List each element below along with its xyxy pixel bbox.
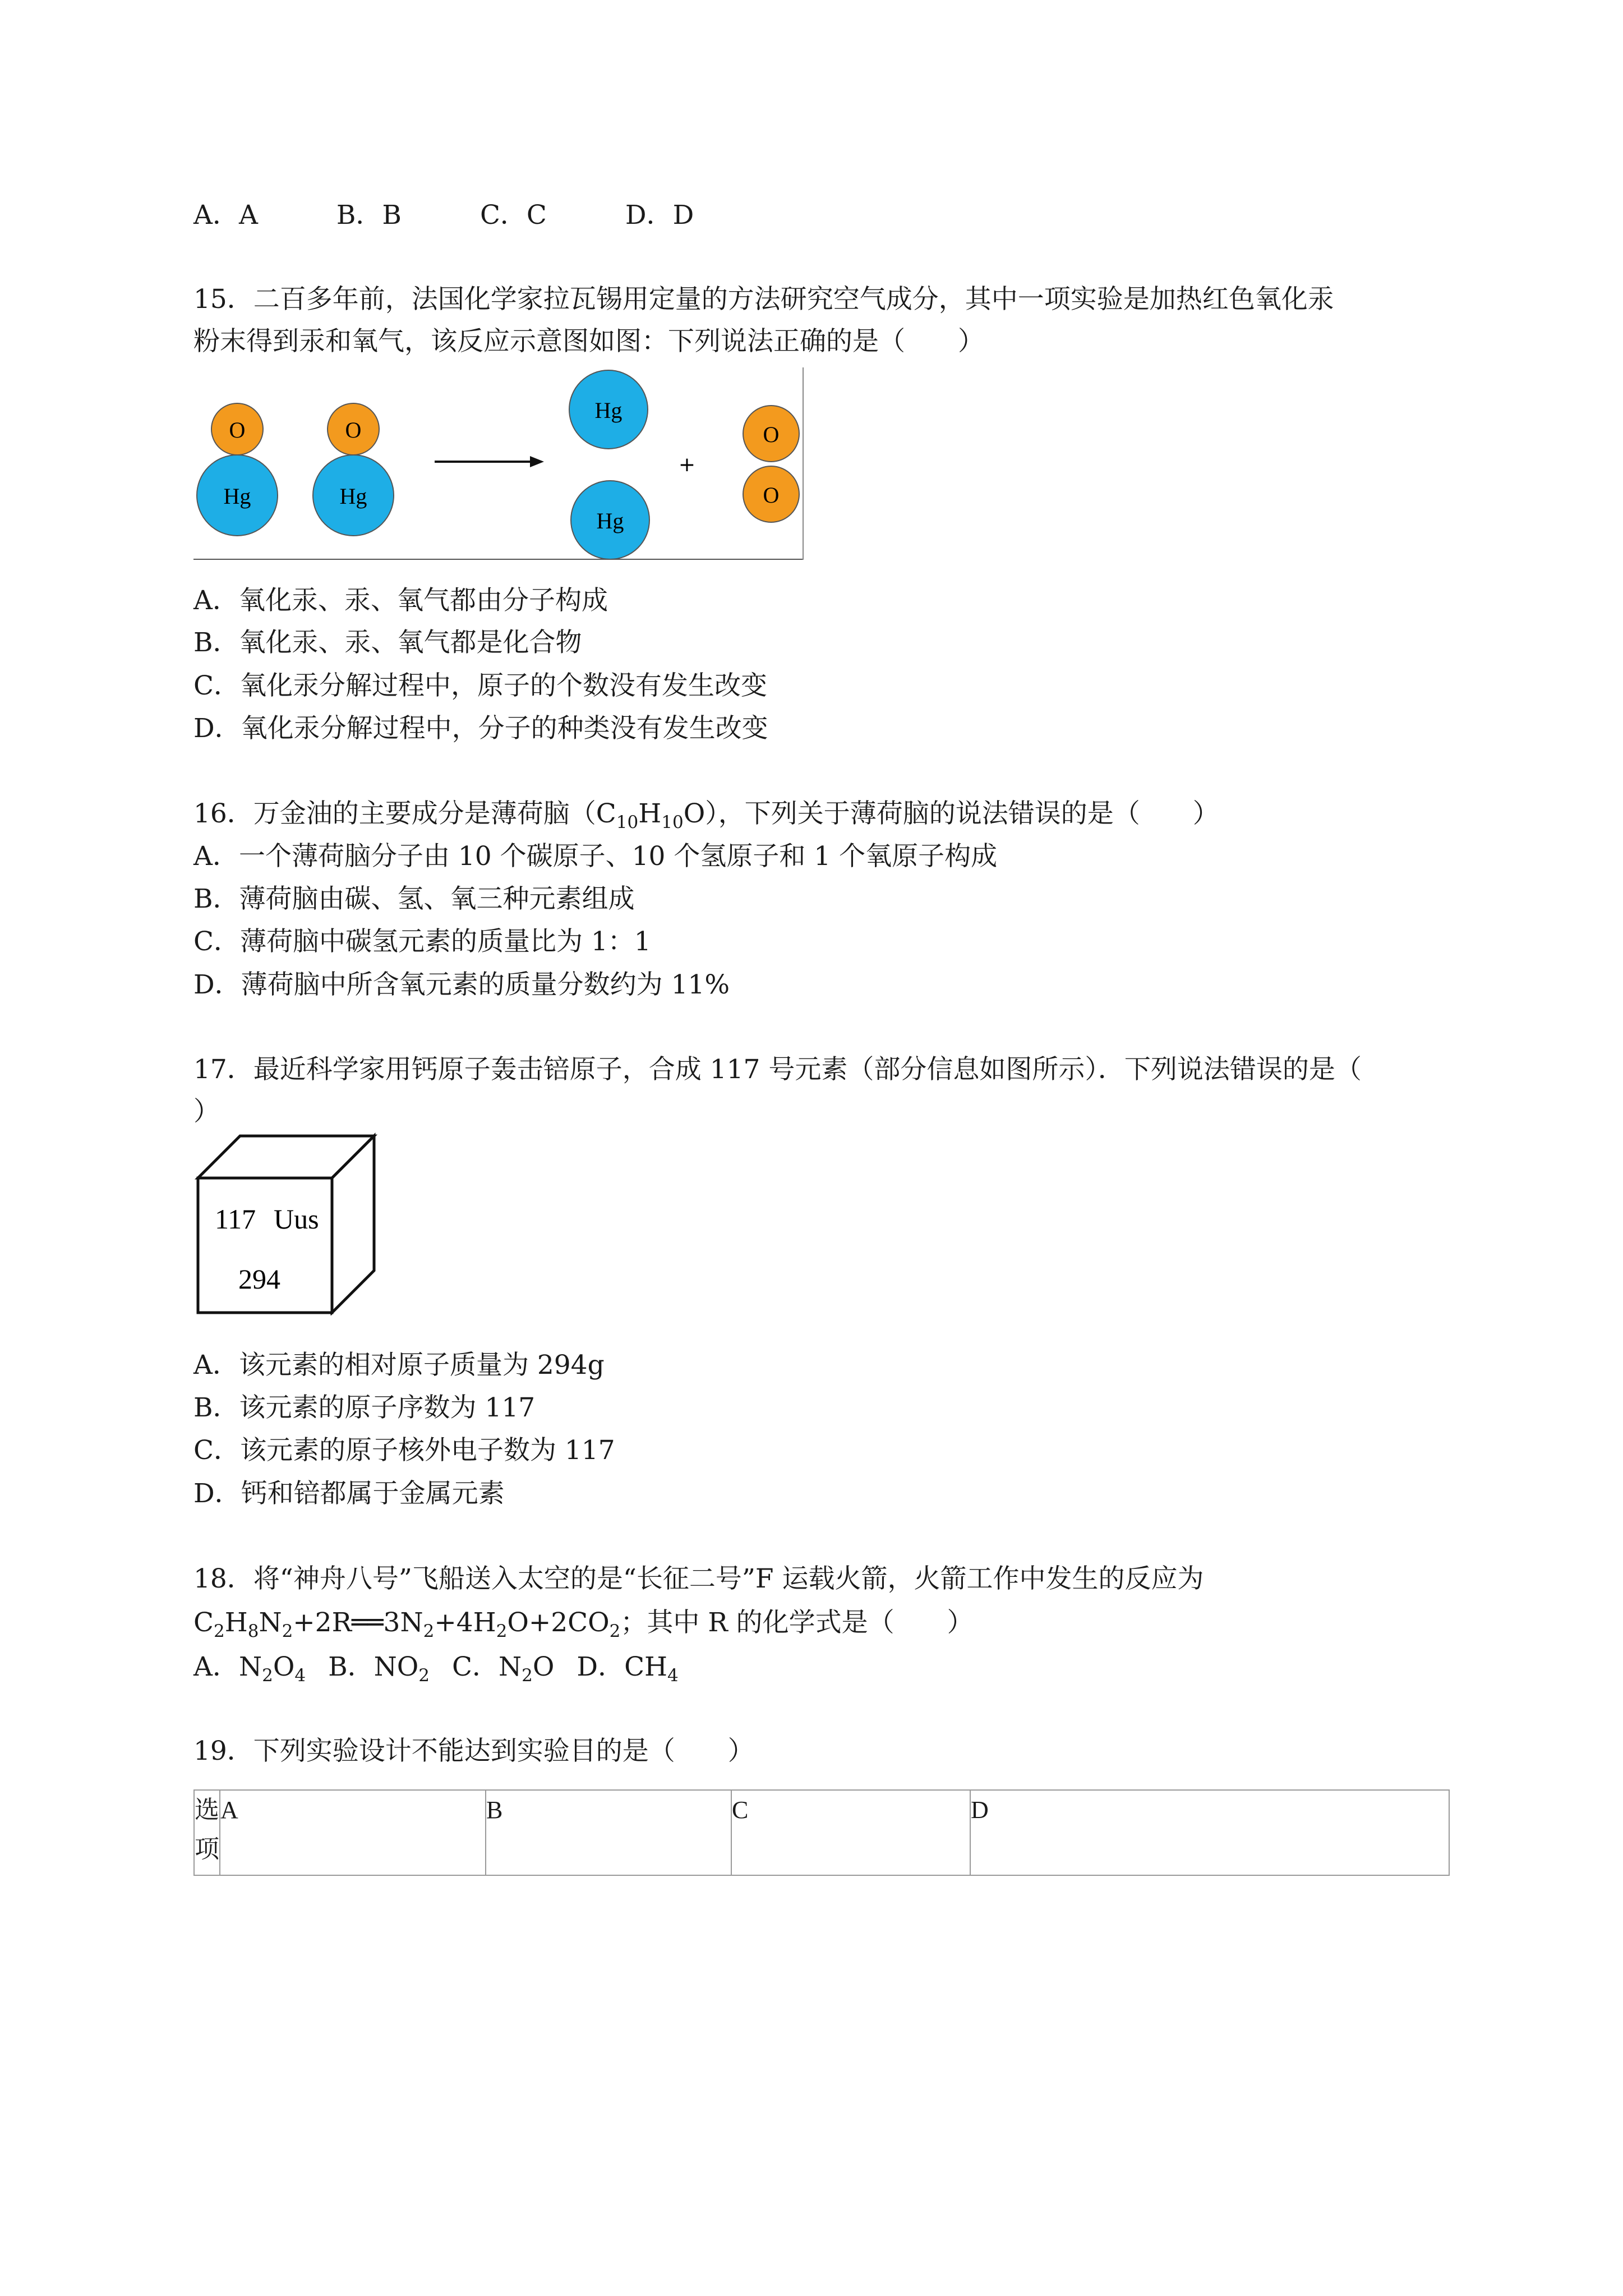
atomic-mass: 294	[238, 1263, 280, 1295]
q16-option-c: C．薄荷脑中碳氢元素的质量比为 1：1	[193, 926, 651, 957]
q14-option-c: C．C	[479, 200, 547, 231]
svg-text:O: O	[763, 482, 780, 508]
table-header-cell: D	[970, 1790, 1449, 1875]
table-header-cell: B	[486, 1790, 731, 1875]
q16-stem: 16．万金油的主要成分是薄荷脑$(C_{10}H_{10}O)$，下列关于薄荷脑的说法错误的是（ ）	[193, 798, 1219, 832]
q18-stem-line1: 18．将“神舟八号”飞船送入太空的是“长征二号”F 运载火箭，火箭工作中发生的反应为	[193, 1563, 1204, 1594]
q18-equation: $C_2H_8N_2+2R══3N_2+4H_2O+2CO_2$；其中 R 的化学式是（ ）	[193, 1607, 974, 1641]
mercury-label: Hg	[339, 484, 367, 509]
q15-stem-line2: 粉末得到汞和氧气，该反应示意图如图：下列说法正确的是（ ）	[193, 326, 984, 357]
q18-options	[193, 1651, 679, 1686]
mercury-label: Hg	[223, 484, 251, 509]
q14-option-a: A．A	[193, 200, 258, 231]
q14-option-b: B．B	[336, 200, 402, 231]
svg-text:O: O	[763, 422, 780, 447]
q15-option-b: B．氧化汞、汞、氧气都是化合物	[193, 627, 582, 658]
q16-option-d: D．薄荷脑中所含氧元素的质量分数约为 11%	[193, 969, 730, 1000]
q15-option-a: A．氧化汞、汞、氧气都由分子构成	[193, 585, 608, 616]
table-row	[194, 1790, 1449, 1875]
q14-option-d: D．D	[625, 200, 694, 231]
table-header-cell: C	[731, 1790, 970, 1875]
q14-options	[193, 199, 694, 232]
q17-option-c: C．该元素的原子核外电子数为 117	[193, 1435, 615, 1466]
reaction-diagram	[193, 367, 805, 561]
oxygen-label: O	[229, 417, 246, 443]
q15-stem-line1: 15．二百多年前，法国化学家拉瓦锡用定量的方法研究空气成分，其中一项实验是加热红色氧化汞	[193, 284, 1334, 315]
q17-option-d: D．钙和锫都属于金属元素	[193, 1478, 505, 1509]
element-card	[193, 1130, 379, 1315]
q17-option-a: A．该元素的相对原子质量为 294g	[193, 1350, 605, 1381]
diagram-frame	[193, 367, 804, 560]
plus-sign: +	[678, 453, 696, 476]
table-header-cell: A	[220, 1790, 486, 1875]
q16-option-b: B．薄荷脑由碳、氢、氧三种元素组成	[193, 884, 635, 914]
q17-stem-line1: 17．最近科学家用钙原子轰击锫原子，合成 117 号元素（部分信息如图所示）．下列说法错误的是（	[193, 1054, 1362, 1085]
q15-option-c: C．氧化汞分解过程中，原子的个数没有发生改变	[193, 670, 767, 701]
mercury-atom-product-2	[571, 481, 649, 559]
atomic-number: 117	[215, 1203, 256, 1235]
mercury-atom-product-1	[569, 370, 648, 449]
q17-option-b: B．该元素的原子序数为 117	[193, 1392, 536, 1423]
q18-option-b: B．NO2	[328, 1651, 430, 1686]
q19-table	[193, 1789, 1450, 1876]
oxygen-label: O	[345, 417, 362, 443]
svg-text:Hg: Hg	[594, 398, 623, 423]
svg-text:Hg: Hg	[596, 508, 624, 533]
element-symbol: Uus	[274, 1203, 319, 1235]
q18-option-c: C．N2O	[452, 1651, 555, 1686]
q19-stem: 19．下列实验设计不能达到实验目的是（ ）	[193, 1736, 754, 1766]
q15-option-d: D．氧化汞分解过程中，分子的种类没有发生改变	[193, 713, 768, 744]
table-header-cell: 选项	[194, 1790, 220, 1875]
q18-option-d: D．CH4	[577, 1651, 679, 1686]
q17-stem-line2: ）	[193, 1096, 220, 1127]
q18-option-a: A．N2O4	[193, 1651, 306, 1686]
q16-option-a: A．一个薄荷脑分子由 10 个碳原子、10 个氢原子和 1 个氧原子构成	[193, 841, 998, 872]
